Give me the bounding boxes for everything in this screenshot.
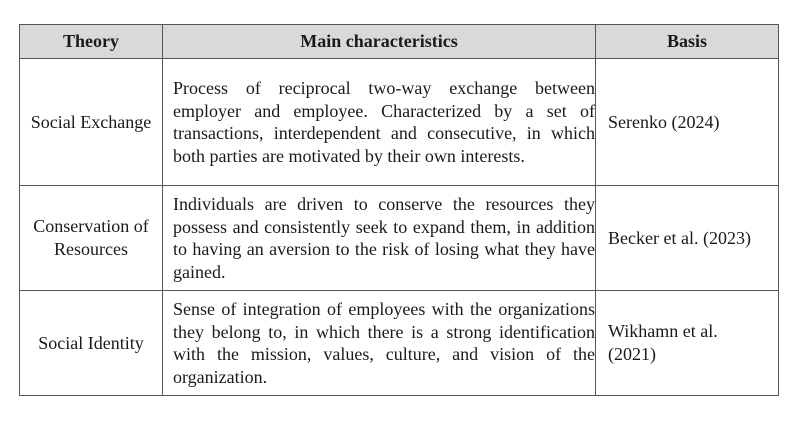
basis-cell: Wikhamn et al. (2021)	[596, 291, 779, 396]
theory-cell: Conservation of Resources	[20, 186, 163, 291]
table-row	[20, 59, 779, 186]
table-row	[20, 291, 779, 396]
theory-cell: Social Exchange	[20, 59, 163, 186]
theory-cell: Social Identity	[20, 291, 163, 396]
characteristics-cell: Sense of integration of employees with the organizations they belong to, in which there is a strong identification with the mission, values, culture, and vision of the organization.	[163, 291, 596, 396]
characteristics-cell: Process of reciprocal two-way exchange between employer and employee. Characterized by a set of transactions, interdependent and consecutive, in which both parties are motivated by their own interests.	[163, 59, 596, 186]
basis-cell: Becker et al. (2023)	[596, 186, 779, 291]
header-main-characteristics: Main characteristics	[163, 25, 596, 59]
characteristics-cell: Individuals are driven to conserve the resources they possess and consistently seek to expand them, in addition to having an aversion to the risk of losing what they have gained.	[163, 186, 596, 291]
header-theory: Theory	[20, 25, 163, 59]
basis-cell: Serenko (2024)	[596, 59, 779, 186]
header-row	[20, 25, 779, 59]
table-row	[20, 186, 779, 291]
header-basis: Basis	[596, 25, 779, 59]
theories-table	[19, 24, 779, 396]
